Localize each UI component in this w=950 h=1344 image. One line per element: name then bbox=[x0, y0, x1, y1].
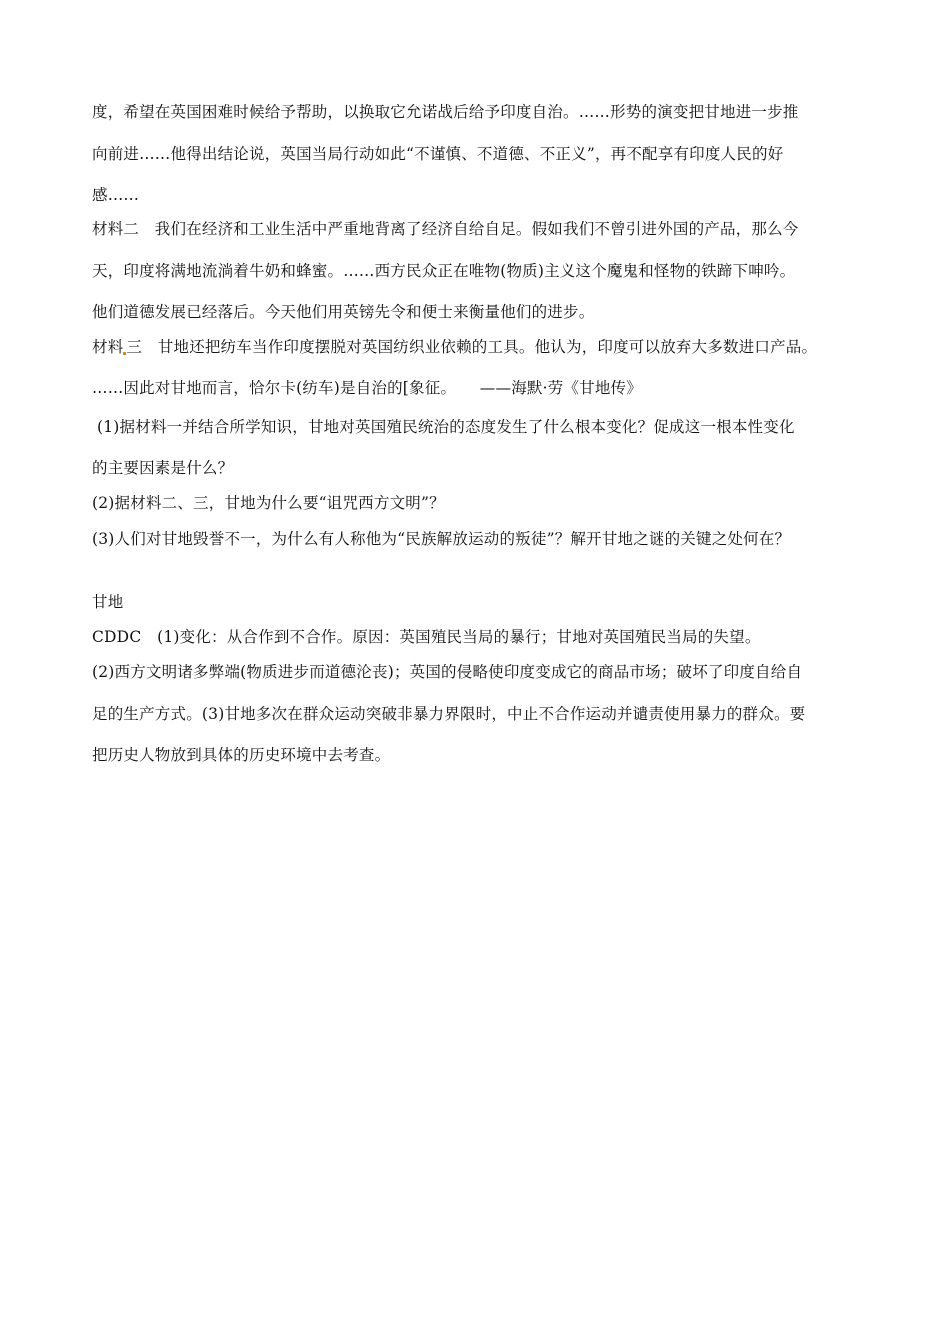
material3-label-a: 材料 bbox=[92, 338, 124, 356]
answer-line-3: 足的生产方式。(3)甘地多次在群众运动突破非暴力界限时，中止不合作运动并谴责使用暴力的群众。要 bbox=[92, 705, 806, 723]
question-3: (3)人们对甘地毁誉不一，为什么有人称他为“民族解放运动的叛徒”？解开甘地之谜的关键之处何在？ bbox=[92, 530, 791, 548]
question-1-line-2: 的主要因素是什么？ bbox=[92, 459, 234, 477]
material2-line-1: 材料二 我们在经济和工业生活中严重地背离了经济自给自足。假如我们不曾引进外国的产品，那么今 bbox=[92, 220, 799, 238]
material1-line-3: 感…… bbox=[92, 186, 140, 204]
question-1-line-1: (1)据材料一并结合所学知识，甘地对英国殖民统治的态度发生了什么根本变化？促成这一根本性变化 bbox=[97, 418, 795, 436]
material3-line-2: ……因此对甘地而言，恰尔卡(纺车)是自治的[象征。 ——海默·劳《甘地传》 bbox=[92, 379, 642, 397]
material1-line-1: 度，希望在英国困难时候给予帮助，以换取它允诺战后给予印度自治。……形势的演变把甘地进一步推 bbox=[92, 103, 799, 121]
material2-line-3: 他们道德发展已经落后。今天他们用英镑先令和便士来衡量他们的进步。 bbox=[92, 303, 595, 321]
material3-line-1 bbox=[92, 337, 872, 357]
question-2: (2)据材料二、三，甘地为什么要“诅咒西方文明”？ bbox=[92, 494, 445, 512]
answer-line-2: (2)西方文明诸多弊端(物质进步而道德沦丧)；英国的侵略使印度变成它的商品市场；破坏了印度自给自 bbox=[92, 663, 803, 681]
answer-heading: 甘地 bbox=[92, 593, 124, 611]
material1-line-2: 向前进……他得出结论说，英国当局行动如此“不谨慎、不道德、不正义”，再不配享有印度人民的好 bbox=[92, 145, 784, 163]
answer-line-1: CDDC (1)变化：从合作到不合作。原因：英国殖民当局的暴行；甘地对英国殖民当局的失望。 bbox=[92, 628, 761, 646]
material2-line-2: 天，印度将满地流淌着牛奶和蜂蜜。……西方民众正在唯物(物质)主义这个魔鬼和怪物的铁蹄下呻吟。 bbox=[92, 262, 796, 280]
material3-label-b: 三 甘地还把纺车当作印度摆脱对英国纺织业依赖的工具。他认为，印度可以放弃大多数进口产品。 bbox=[126, 338, 818, 356]
answer-line-4: 把历史人物放到具体的历史环境中去考查。 bbox=[92, 746, 391, 764]
